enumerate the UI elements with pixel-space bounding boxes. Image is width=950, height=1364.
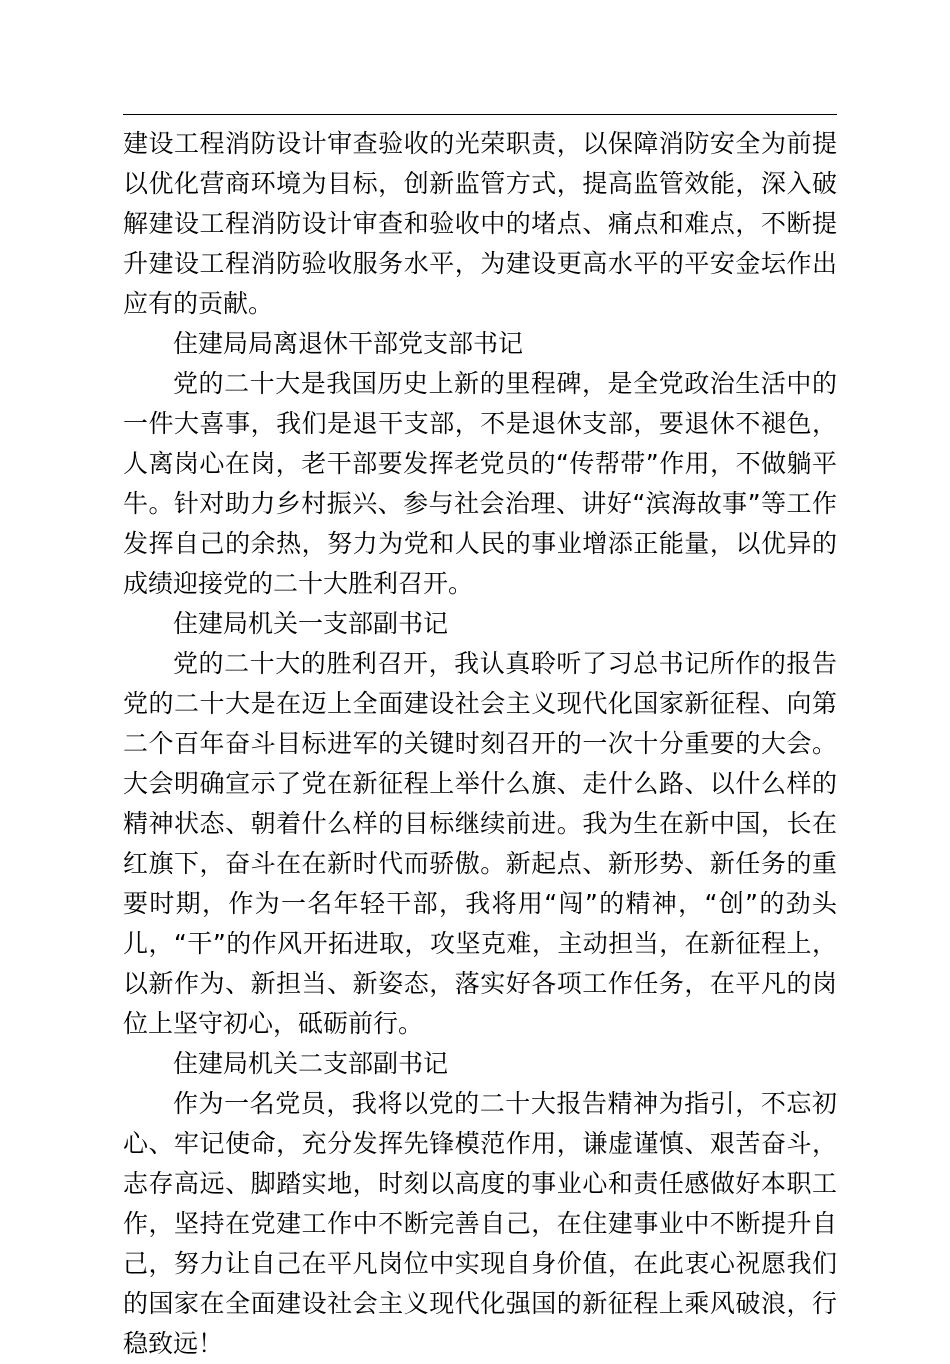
text-line: 党的二十大的胜利召开，我认真聆听了习总书记所作的报告 — [173, 649, 837, 678]
text-line: 党的二十大是我国历史上新的里程碑，是全党政治生活中的 — [173, 369, 837, 398]
section-heading-line: 住建局机关一支部副书记 — [173, 609, 449, 638]
header-rule — [123, 114, 837, 115]
text-line: 人离岗心在岗，老干部要发挥老党员的“传帮带”作用，不做躺平 — [123, 449, 837, 478]
text-line: 二个百年奋斗目标进军的关键时刻召开的一次十分重要的大会。 — [123, 729, 837, 758]
text-line: 党的二十大是在迈上全面建设社会主义现代化国家新征程、向第 — [123, 689, 837, 718]
text-line: 大会明确宣示了党在新征程上举什么旗、走什么路、以什么样的 — [123, 769, 837, 798]
text-line: 应有的贡献。 — [123, 289, 274, 318]
text-line: 建设工程消防设计审查验收的光荣职责，以保障消防安全为前提 — [123, 129, 837, 158]
section-heading-line: 住建局局离退休干部党支部书记 — [173, 329, 524, 358]
text-line: 牛。针对助力乡村振兴、参与社会治理、讲好“滨海故事”等工作 — [123, 489, 837, 518]
text-line: 以优化营商环境为目标，创新监管方式，提高监管效能，深入破 — [123, 169, 837, 198]
text-line: 一件大喜事，我们是退干支部，不是退休支部，要退休不褪色， — [123, 409, 837, 438]
text-line: 的国家在全面建设社会主义现代化强国的新征程上乘风破浪，行 — [123, 1289, 837, 1318]
text-line: 成绩迎接党的二十大胜利召开。 — [123, 569, 474, 598]
text-line: 己，努力让自己在平凡岗位中实现自身价值，在此衷心祝愿我们 — [123, 1249, 837, 1278]
text-line: 心、牢记使命，充分发挥先锋模范作用，谦虚谨慎、艰苦奋斗， — [123, 1129, 837, 1158]
text-line: 红旗下，奋斗在在新时代而骄傲。新起点、新形势、新任务的重 — [123, 849, 837, 878]
text-line: 解建设工程消防设计审查和验收中的堵点、痛点和难点，不断提 — [123, 209, 837, 238]
text-line: 位上坚守初心，砥砺前行。 — [123, 1009, 424, 1038]
text-line: 志存高远、脚踏实地，时刻以高度的事业心和责任感做好本职工 — [123, 1169, 837, 1198]
text-line: 要时期，作为一名年轻干部，我将用“闯”的精神，“创”的劲头 — [123, 889, 837, 918]
text-line: 升建设工程消防验收服务水平，为建设更高水平的平安金坛作出 — [123, 249, 837, 278]
text-line: 发挥自己的余热，努力为党和人民的事业增添正能量，以优异的 — [123, 529, 837, 558]
text-line: 精神状态、朝着什么样的目标继续前进。我为生在新中国，长在 — [123, 809, 837, 838]
text-line: 以新作为、新担当、新姿态，落实好各项工作任务，在平凡的岗 — [123, 969, 837, 998]
text-line: 作，坚持在党建工作中不断完善自己，在住建事业中不断提升自 — [123, 1209, 837, 1238]
text-line: 作为一名党员，我将以党的二十大报告精神为指引，不忘初 — [173, 1089, 837, 1118]
section-heading-line: 住建局机关二支部副书记 — [173, 1049, 449, 1078]
text-line: 儿，“干”的作风开拓进取，攻坚克难，主动担当，在新征程上， — [123, 929, 837, 958]
text-line: 稳致远！ — [123, 1329, 224, 1358]
document-body — [123, 124, 837, 1364]
